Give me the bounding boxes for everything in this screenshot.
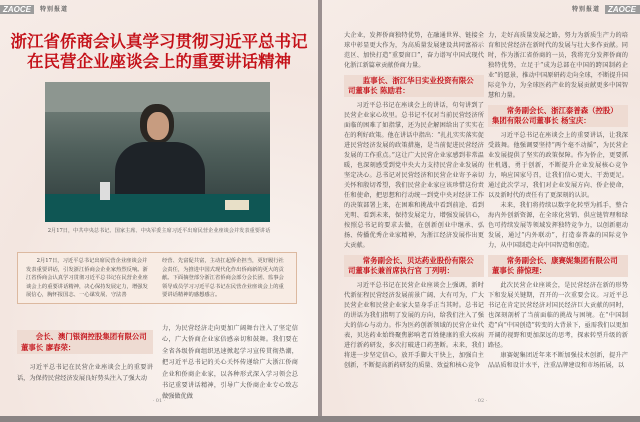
body-text: 习近平总书记在座谈会上的重要讲话，让我深受鼓舞。他强调要坚持“两个毫不动摇”，为民营企业发展提供了坚实的政策保障。作为侨企，更要抓住机遇，勇于创新，不断提升企业发展核心竞争力，响应国家号召，让我们信心更大、干劲更足。通过此次学习，我们对企业发展方向、侨企使命，以及新时代的责任有了更深刻的认识。	[488, 132, 628, 199]
speaker-heading: 会长、澳门银润控股集团有限公司董事长 廖春荣：	[17, 330, 153, 354]
column-1	[344, 31, 484, 371]
intro-box	[17, 252, 297, 304]
brand-tag: ZAOCE	[0, 5, 34, 14]
body-text: 此次民营企业座谈会，是民营经济在新的形势下和发展关键期，召开的一次重要会议。习近平总书记在肯定民营经济对国民经济巨大贡献的同时，也深刻剖析了当前面临的挑战与困境。在“中国制造”向“中国创造”转变的大背景下，亟需我们以更加开阔的视野和更加深远的思考，探索转型升级的新路径。	[488, 282, 628, 349]
article-photo	[45, 82, 270, 222]
speaker-heading: 常务副会长、浙江泰普森（控股）集团有限公司董事长 杨宝庆：	[488, 105, 628, 127]
speaker-heading: 常务副会长、贝达药业股份有限公司董事长兼首席执行官 丁列明：	[344, 255, 484, 277]
column-2	[488, 31, 628, 371]
title-line-1: 浙江省侨商会认真学习贯彻习近平总书记	[10, 32, 308, 51]
bottom-edge	[0, 416, 640, 422]
intro-col-2: 经营、先富促共富，主动扛起侨企担当，更好履行社会责任，为推进中国式现代化作出侨商新的更大的贡献。下面摘登部分浙江省侨商会部分会长团、监事会领导成员学习习近平总书记在民营企业座谈会上的重要讲话精神的感想感言。	[162, 258, 284, 299]
intro-col-1: 2月17日，习近平总书记出席民营企业座谈会并发表重要讲话，引发浙江侨商会企业家热烈反响。浙江省侨商会认真学习贯彻习近平总书记在民营企业座谈会上的重要讲话精神，决心保持发展定力，增强发展信心，胸怀报国志、一心谋发展、守法善	[26, 258, 148, 299]
body-text: 力，走好高质量发展之路，努力为新质生产力的培育和民营经济在新时代的发展与壮大多作贡献。同时，作为浙江省侨商的一员，我将充分发挥侨商的独特优势，立足于“成为总部在中国的跨国制药企业”的愿景，推动中国原研药走向全球，不断提升国际竞争力，为全球医药产业的发展贡献更多中国智慧和力量。	[488, 32, 628, 99]
body-text: 习近平总书记在座谈会上的讲话，句句讲到了民营企业家心坎里。总书记不仅对当前民营经济所面临的困难了如指掌，还为民企解困给出了实实在在的利好政策。他在讲话中指出：“扎扎实实落实促进民营经济发展的政策措施，是当前促进民营经济发展的工作重点。”这让广大民营企业家感到非常温暖，也深刻感受到党中央大力支持民营企业发展的坚定决心。总书记对民营经济和民营企业寄予亲切关怀和殷切希望，我们民营企业家应该珍惜这份责任和使命，把思想和行动统一到党中央对经济工作的决策部署上来，在困难和挑战中看到前途、看到光明、看到未来，保持发展定力，增强发展信心，按照总书记的要求去做，在创新创业中继承、弘扬、传播优秀企业家精神，为浙江经济发展作出更大贡献。	[344, 102, 484, 249]
page-number: · 02 ·	[474, 398, 488, 404]
body-text: 力，为民营经济走向更加广阔舞台注入了坚定信心，广大侨商企业家倍感亲切和鼓舞。我们要在全省各级侨商组织迅速掀起学习宣传贯彻热潮，把习近平总书记的关心关怀传递给广大浙江侨商企业和侨商企业家，以各种形式深入学习领会总书记重要讲话精神，引导广大侨商企业专心致志做强做优做	[162, 325, 298, 401]
right-column	[162, 323, 298, 401]
section-label: 特别报道	[572, 6, 601, 13]
body-text: 未来，我们将持续以数字化转型为抓手，整合海内外创新资源，在全球化营销、供应链管理和绿色可持续发展等领域发挥独特竞争力，以创新驱动发展，通过“内外联动”，打造泰普森的国际竞争力，从中国制造走向中国智造和创造。	[488, 202, 628, 249]
speaker-text: 习近平总书记在民营企业座谈会上的重要讲话，为保持民营经济发展良好势头注入了强大动	[17, 364, 153, 383]
right-page	[322, 0, 640, 416]
left-column	[17, 322, 153, 385]
body-text: 习近平总书记在民营企业座谈会上强调，新时代新征程民营经济发展前景广阔、大有可为，广大民营企业和民营企业家大显身手正当其时。总书记的讲话为我们指明了发展的方向，给我们注入了强大的信心与动力。作为医药创新领域的民营企业代表，贝达药业始终聚焦影响老百姓健康的重大疾病进行新药研发，多次打破进口药垄断。未来，我们将进一步坚定信心，放开手脚大干快上，加强自主创新，不断提高新药研发的质量、效益和核心竞争	[344, 282, 484, 369]
brand-tag: ZAOCE	[605, 5, 640, 14]
body-text: 大企业，发挥侨商独特优势，在融通世界、链接全球中彰显更大作为，为高质量发展建设共同富裕示范区、加快打造“重要窗口”，奋力谱写中国式现代化浙江新篇章贡献侨商力量。	[344, 32, 484, 69]
page-number: · 01 ·	[152, 398, 166, 404]
title-line-2: 在民营企业座谈会上的重要讲话精神	[27, 52, 291, 71]
section-label: 特别报道	[40, 6, 69, 13]
speaker-heading: 监事长、浙江华日实业投资有限公司董事长 陈励君：	[344, 75, 484, 97]
photo-caption: 2月17日，中共中央总书记、国家主席、中央军委主席习近平出席民营企业座谈会并发表重要讲话	[47, 228, 271, 234]
speaker-heading: 常务副会长、康赛妮集团有限公司董事长 薛惊理：	[488, 255, 628, 277]
left-page	[0, 0, 318, 416]
article-title	[0, 32, 318, 72]
body-text: 康赛妮集团近年来不断加强技术创新，提升产品品质和设计水平，注重品牌建设和市场拓展，以	[488, 352, 628, 369]
